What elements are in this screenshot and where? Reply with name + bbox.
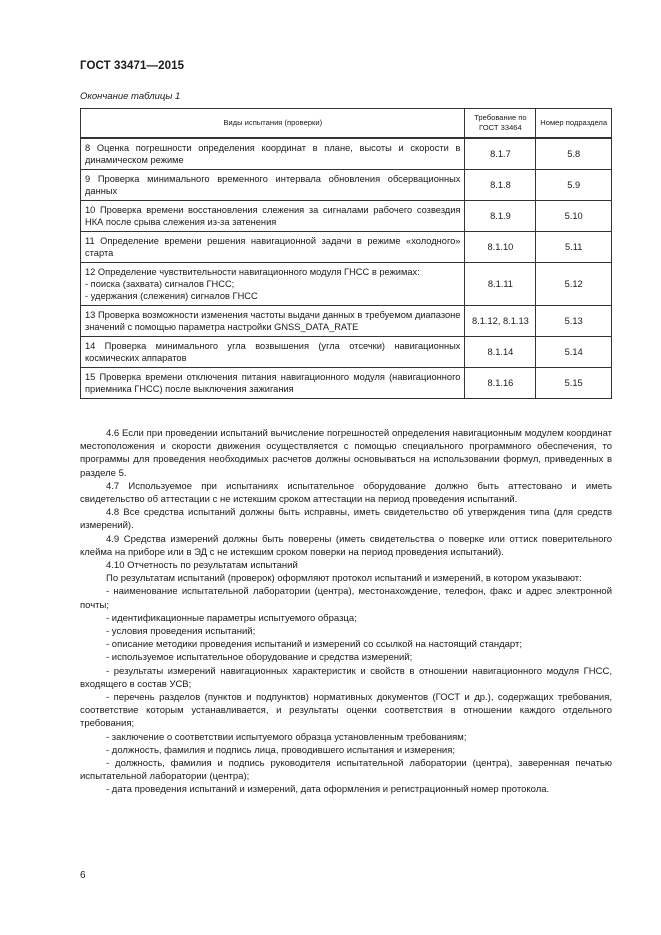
list-item: - описание методики проведения испытаний и измерений со ссылкой на настоящий стандарт; <box>106 639 523 651</box>
row-description: 8 Оценка погрешности определения координат в плане, высоты и скорости в динамическом режиме <box>81 138 465 170</box>
row-subsection: 5.10 <box>536 201 612 232</box>
row-description-item: - поиска (захвата) сигналов ГНСС; <box>85 279 235 289</box>
row-description: 9 Проверка минимального временного интервала обновления обсервационных данных <box>81 170 465 201</box>
row-subsection: 5.9 <box>536 170 612 201</box>
paragraph-4-10-heading: 4.10 Отчетность по результатам испытаний <box>106 560 298 572</box>
row-requirement: 8.1.12, 8.1.13 <box>465 306 536 337</box>
list-item: - должность, фамилия и подпись руководителя испытательной лаборатории (центра), заверенная печатью испытательной лаборатории (центра); <box>80 758 612 783</box>
list-item: - условия проведения испытаний; <box>106 626 256 638</box>
row-subsection: 5.12 <box>536 263 612 306</box>
table-row <box>81 138 612 170</box>
row-requirement: 8.1.9 <box>465 201 536 232</box>
row-subsection: 5.13 <box>536 306 612 337</box>
table-row <box>81 201 612 232</box>
row-description: 10 Проверка времени восстановления слежения за сигналами рабочего созвездия НКА после срыва слежения из-за затенения <box>81 201 465 232</box>
table-row <box>81 306 612 337</box>
standard-header: ГОСТ 33471—2015 <box>80 60 185 72</box>
page-number: 6 <box>80 870 86 881</box>
column-header-requirement: Требование по ГОСТ 33464 <box>465 109 536 139</box>
row-requirement: 8.1.16 <box>465 368 536 399</box>
list-item: - заключение о соответствии испытуемого образца установленным требованиям; <box>106 731 467 743</box>
column-header-test-type: Виды испытания (проверки) <box>81 109 465 139</box>
row-description-main: 12 Определение чувствительности навигационного модуля ГНСС в режимах: <box>85 267 420 277</box>
list-item: - используемое испытательное оборудование и средства измерений; <box>106 652 413 664</box>
table-caption: Окончание таблицы 1 <box>80 91 181 102</box>
tests-table <box>80 108 612 399</box>
row-description: 11 Определение времени решения навигационной задачи в режиме «холодного» старта <box>81 232 465 263</box>
table-row <box>81 170 612 201</box>
row-description <box>81 263 465 306</box>
row-requirement: 8.1.14 <box>465 337 536 368</box>
row-subsection: 5.14 <box>536 337 612 368</box>
paragraph-4-6: 4.6 Если при проведении испытаний вычисление погрешностей определения навигационным модулем координат местоположения и скорости движения осуществляется с помощью специального программного обеспечения, то программы для проведения необходимых расчетов должны основываться на использовании формул, приведенных в разделе 5. <box>80 428 612 479</box>
table-row <box>81 368 612 399</box>
paragraph-4-7: 4.7 Используемое при испытаниях испытательное оборудование должно быть аттестовано и иметь свидетельство об аттестации с не истекшим сроком аттестации на период проведения испытаний. <box>80 480 612 506</box>
list-item: - идентификационные параметры испытуемого образца; <box>106 612 357 624</box>
row-subsection: 5.8 <box>536 138 612 170</box>
column-header-subsection: Номер подраздела <box>536 109 612 139</box>
row-requirement: 8.1.8 <box>465 170 536 201</box>
paragraph-4-8: 4.8 Все средства испытаний должны быть исправны, иметь свидетельство об утверждения типа (для средств измерений). <box>80 507 612 532</box>
body-text <box>80 427 612 797</box>
paragraph-4-10-intro: По результатам испытаний (проверок) оформляют протокол испытаний и измерений, в котором указывают: <box>106 573 582 585</box>
row-description: 15 Проверка времени отключения питания навигационного модуля (навигационного приемника ГНСС) после выключения зажигания <box>81 368 465 399</box>
table-row <box>81 337 612 368</box>
row-description: 14 Проверка минимального угла возвышения (угла отсечки) навигационных космических аппаратов <box>81 337 465 368</box>
row-subsection: 5.11 <box>536 232 612 263</box>
table-row <box>81 263 612 306</box>
row-requirement: 8.1.11 <box>465 263 536 306</box>
list-item: - должность, фамилия и подпись лица, проводившего испытания и измерения; <box>106 744 456 756</box>
row-requirement: 8.1.10 <box>465 232 536 263</box>
row-subsection: 5.15 <box>536 368 612 399</box>
paragraph-4-9: 4.9 Средства измерений должны быть поверены (иметь свидетельства о поверке или оттиск поверительного клейма на приборе или в ЭД с не истекшим сроком поверки на период проведения испытаний). <box>80 533 612 558</box>
row-requirement: 8.1.7 <box>465 138 536 170</box>
list-item: - дата проведения испытаний и измерений, дата оформления и регистрационный номер протокола. <box>106 784 550 796</box>
list-item: - перечень разделов (пунктов и подпунктов) нормативных документов (ГОСТ и др.), содержащих требования, соответствие которым устанавливается, и результаты оценки соответствия в отношении каждого отдельного требования; <box>80 692 612 730</box>
list-item: - наименование испытательной лаборатории (центра), местонахождение, телефон, факс и адрес электронной почты; <box>80 586 612 611</box>
row-description: 13 Проверка возможности изменения частоты выдачи данных в требуемом диапазоне значений с помощью параметра настройки GNSS_DATA_RATE <box>81 306 465 337</box>
table-row <box>81 232 612 263</box>
list-item: - результаты измерений навигационных характеристик и свойств в отношении навигационного модуля ГНСС, входящего в состав УСВ; <box>80 665 612 690</box>
table-header-row <box>81 109 612 139</box>
row-description-item: - удержания (слежения) сигналов ГНСС <box>85 291 258 301</box>
